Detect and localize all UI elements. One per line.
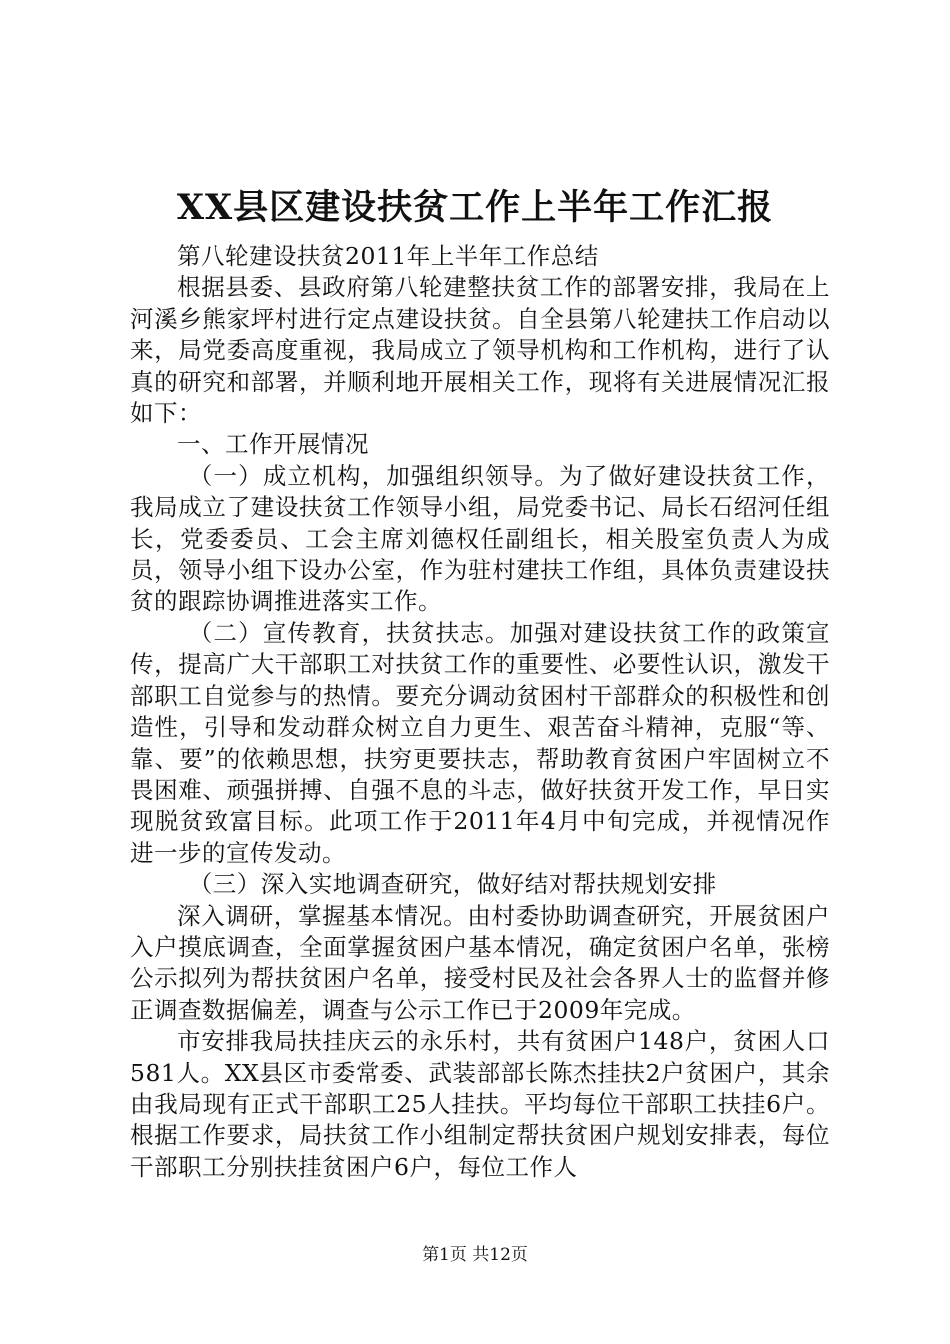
paragraph-investigation: 深入调研，掌握基本情况。由村委协助调查研究，开展贫困户入户摸底调查，全面掌握贫困户基本情况，确定贫困户名单，张榜公示拟列为帮扶贫困户名单，接受村民及社会各界人士的监督并修正调查数据偏差，调查与公示工作已于2009年完成。 bbox=[130, 901, 830, 1024]
paragraph-subtitle: 第八轮建设扶贫2011年上半年工作总结 bbox=[177, 242, 599, 270]
page-number-footer: 第1页 共12页 bbox=[422, 1245, 528, 1265]
paragraph-organization: （一）成立机构，加强组织领导。为了做好建设扶贫工作，我局成立了建设扶贫工作领导小组，局党委书记、局长石绍河任组长，党委委员、工会主席刘德权任副组长，相关股室负责人为成员，领导小组下设办公室，作为驻村建扶工作组，具体负责建设扶贫的跟踪协调推进落实工作。 bbox=[130, 461, 830, 616]
subsection-heading-research: （三）深入实地调查研究，做好结对帮扶规划安排 bbox=[188, 870, 717, 899]
document-title: XX县区建设扶贫工作上半年工作汇报 bbox=[176, 187, 774, 228]
document-body bbox=[130, 241, 830, 1183]
paragraph-intro: 根据县委、县政府第八轮建整扶贫工作的部署安排，我局在上河溪乡熊家坪村进行定点建设扶贫。自全县第八轮建扶工作启动以来，局党委高度重视，我局成立了领导机构和工作机构，进行了认真的研究和部署，并顺利地开展相关工作，现将有关进展情况汇报如下： bbox=[130, 273, 830, 428]
paragraph-assignment: 市安排我局扶挂庆云的永乐村，共有贫困户148户，贫困人口581人。XX县区市委常委、武装部部长陈杰挂扶2户贫困户，其余由我局现有正式干部职工25人挂扶。平均每位干部职工扶挂6户。根据工作要求，局扶贫工作小组制定帮扶贫困户规划安排表，每位干部职工分别扶挂贫困户6户，每位工作人 bbox=[130, 1027, 830, 1181]
section-heading-work-progress: 一、工作开展情况 bbox=[177, 430, 369, 459]
paragraph-publicity: （二）宣传教育，扶贫扶志。加强对建设扶贫工作的政策宣传，提高广大干部职工对扶贫工作的重要性、必要性认识，激发干部职工自觉参与的热情。要充分调动贫困村干部群众的积极性和创造性，引导和发动群众树立自力更生、艰苦奋斗精神，克服“等、靠、要”的依赖思想，扶穷更要扶志，帮助教育贫困户牢固树立不畏困难、顽强拼搏、自强不息的斗志，做好扶贫开发工作，早日实现脱贫致富目标。此项工作于2011年4月中旬完成，并视情况作进一步的宣传发动。 bbox=[130, 618, 830, 867]
